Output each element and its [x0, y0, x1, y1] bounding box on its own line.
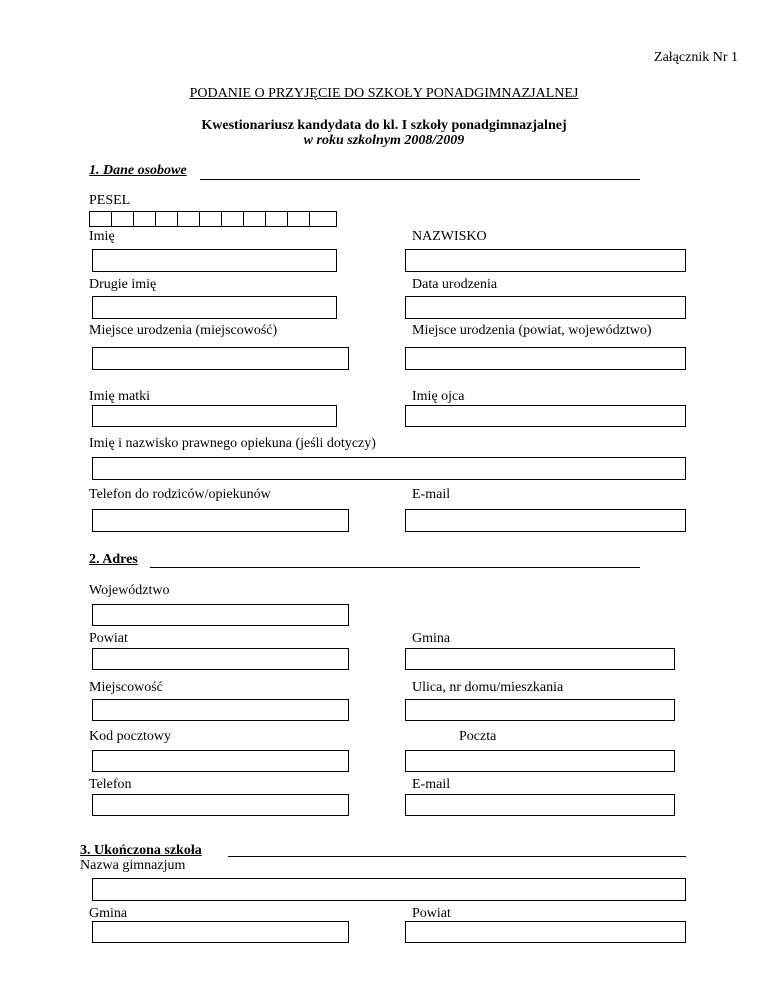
- mother-name-label: Imię matki: [89, 389, 151, 404]
- section-school-heading: 3. Ukończona szkoła: [80, 843, 202, 858]
- email-field[interactable]: [405, 509, 686, 532]
- first-name-label: Imię: [89, 229, 115, 244]
- second-name-label: Drugie imię: [89, 277, 157, 292]
- phone-field[interactable]: [92, 794, 349, 816]
- section-divider: [150, 567, 640, 568]
- parents-phone-label: Telefon do rodziców/opiekunów: [89, 487, 271, 502]
- phone-label: Telefon: [89, 777, 132, 792]
- address-email-field[interactable]: [405, 794, 675, 816]
- form-title: PODANIE O PRZYJĘCIE DO SZKOŁY PONADGIMNAZJALNEJ: [189, 86, 579, 101]
- voivodeship-field[interactable]: [92, 604, 349, 626]
- pesel-digit-box[interactable]: [89, 211, 112, 227]
- post-office-label: Poczta: [459, 729, 497, 744]
- county-label: Powiat: [89, 631, 128, 646]
- county-field[interactable]: [92, 648, 349, 670]
- birth-date-label: Data urodzenia: [412, 277, 498, 292]
- form-subtitle: Kwestionariusz kandydata do kl. I szkoły ponadgimnazjalnej: [201, 118, 567, 133]
- father-name-label: Imię ojca: [412, 389, 465, 404]
- school-name-label: Nazwa gimnazjum: [80, 858, 186, 873]
- pesel-digit-box[interactable]: [243, 211, 266, 227]
- voivodeship-label: Województwo: [89, 583, 170, 598]
- section-divider: [200, 179, 640, 180]
- pesel-digit-box[interactable]: [155, 211, 178, 227]
- parents-phone-field[interactable]: [92, 509, 349, 532]
- pesel-digit-box[interactable]: [221, 211, 244, 227]
- locality-label: Miejscowość: [89, 680, 163, 695]
- section-divider: [228, 856, 686, 857]
- first-name-field[interactable]: [92, 249, 337, 272]
- pesel-digit-box[interactable]: [133, 211, 156, 227]
- pesel-digit-box[interactable]: [309, 211, 337, 227]
- father-name-field[interactable]: [405, 405, 686, 427]
- pesel-label: PESEL: [89, 193, 131, 208]
- pesel-digit-box[interactable]: [287, 211, 310, 227]
- street-label: Ulica, nr domu/mieszkania: [412, 680, 564, 695]
- pesel-digit-box[interactable]: [177, 211, 200, 227]
- school-county-label: Powiat: [412, 906, 451, 921]
- school-commune-label: Gmina: [89, 906, 128, 921]
- guardian-field[interactable]: [92, 457, 686, 480]
- address-email-label: E-mail: [412, 777, 451, 792]
- locality-field[interactable]: [92, 699, 349, 721]
- post-office-field[interactable]: [405, 750, 675, 772]
- section-personal-data-heading: 1. Dane osobowe: [89, 163, 187, 178]
- pesel-digit-box[interactable]: [111, 211, 134, 227]
- attachment-label: Załącznik Nr 1: [654, 50, 738, 65]
- birth-place-region-field[interactable]: [405, 347, 686, 370]
- commune-label: Gmina: [412, 631, 451, 646]
- email-label: E-mail: [412, 487, 451, 502]
- pesel-digit-box[interactable]: [199, 211, 222, 227]
- postal-code-label: Kod pocztowy: [89, 729, 172, 744]
- second-name-field[interactable]: [92, 296, 337, 319]
- birth-place-field[interactable]: [92, 347, 349, 370]
- surname-label: NAZWISKO: [412, 229, 487, 244]
- school-year: w roku szkolnym 2008/2009: [303, 133, 465, 148]
- guardian-label: Imię i nazwisko prawnego opiekuna (jeśli dotyczy): [89, 436, 376, 451]
- school-commune-field[interactable]: [92, 921, 349, 943]
- mother-name-field[interactable]: [92, 405, 337, 427]
- school-county-field[interactable]: [405, 921, 686, 943]
- surname-field[interactable]: [405, 249, 686, 272]
- street-field[interactable]: [405, 699, 675, 721]
- postal-code-field[interactable]: [92, 750, 349, 772]
- pesel-digit-box[interactable]: [265, 211, 288, 227]
- commune-field[interactable]: [405, 648, 675, 670]
- school-name-field[interactable]: [92, 878, 686, 901]
- birth-place-label: Miejsce urodzenia (miejscowość): [89, 323, 278, 338]
- birth-date-field[interactable]: [405, 296, 686, 319]
- section-address-heading: 2. Adres: [89, 552, 138, 567]
- birth-place-region-label: Miejsce urodzenia (powiat, województwo): [412, 323, 652, 338]
